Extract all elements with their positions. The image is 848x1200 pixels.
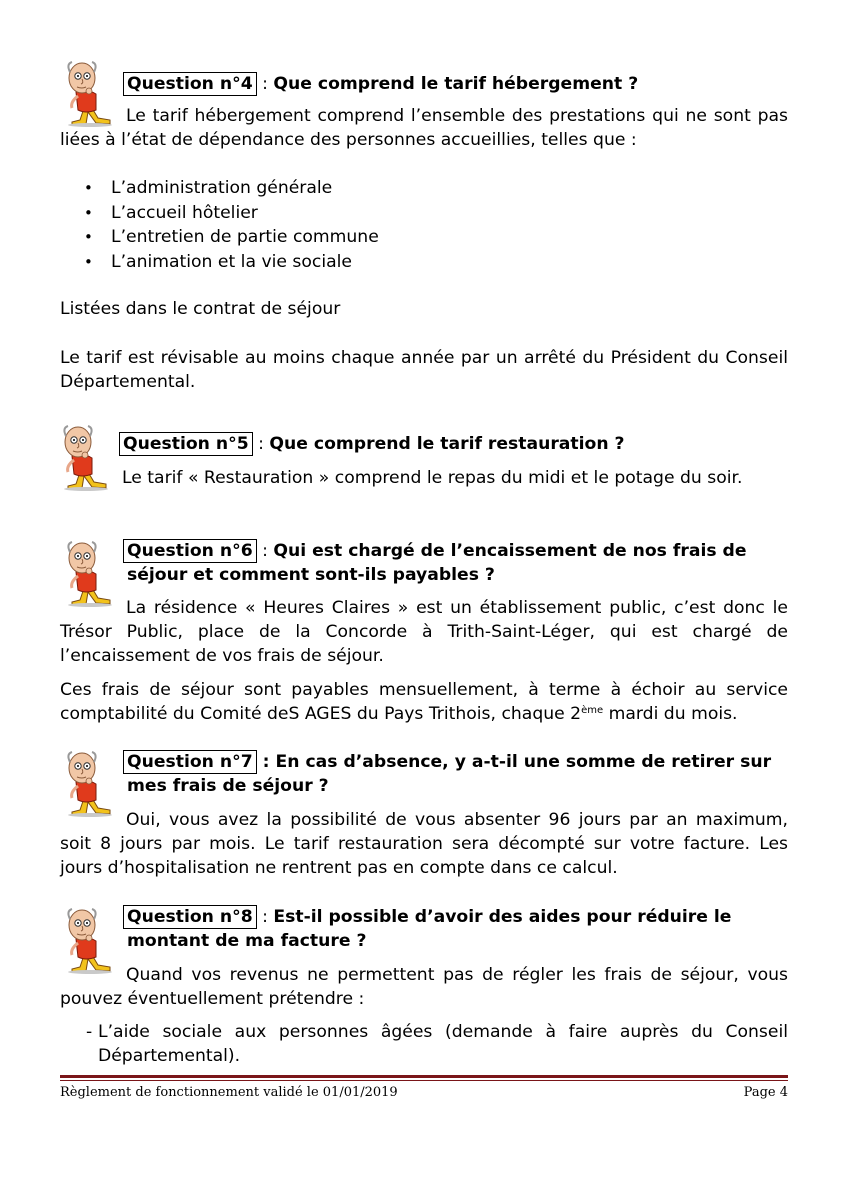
question-4-after-list: Listées dans le contrat de séjour bbox=[60, 299, 341, 319]
question-4-heading: Question n°4 : Que comprend le tarif hébergement ? bbox=[127, 72, 788, 96]
question-8-title: Est-il possible d’avoir des aides pour réduire le montant de ma facture ? bbox=[127, 907, 732, 951]
question-6-body-2: Ces frais de séjour sont payables mensuellement, à terme à échoir au service comptabilité du Comité deS AGES du Pays Trithois, chaque 2ème mardi du mois. bbox=[60, 680, 788, 724]
dash-bullet: - bbox=[86, 1022, 93, 1042]
question-6-title: Qui est chargé de l’encaissement de nos frais de séjour et comment sont-ils payables ? bbox=[127, 541, 747, 585]
footer-rule-thin bbox=[60, 1080, 788, 1081]
list-item: • L’administration générale bbox=[84, 176, 379, 201]
footer-rule bbox=[60, 1075, 788, 1078]
question-4-label: Question n°4 bbox=[123, 72, 257, 96]
question-8-label: Question n°8 bbox=[123, 905, 257, 929]
list-item: • L’accueil hôtelier bbox=[84, 201, 379, 226]
question-7-body: Oui, vous avez la possibilité de vous absenter 96 jours par an maximum, soit 8 jours par mois. Le tarif restauration sera décompté sur votre facture. Les jours d’hospitalisation ne rentrent pas en compte dans ce calcul. bbox=[60, 810, 788, 878]
question-7-title: En cas d’absence, y a-t-il une somme de retirer sur mes frais de séjour ? bbox=[127, 752, 772, 796]
question-8-dash-item: L’aide sociale aux personnes âgées (demande à faire auprès du Conseil Départemental). bbox=[98, 1022, 788, 1066]
footer bbox=[60, 1085, 788, 1100]
question-5-label: Question n°5 bbox=[119, 432, 253, 456]
question-5-title: Que comprend le tarif restauration ? bbox=[269, 434, 625, 454]
question-5-body: Le tarif « Restauration » comprend le repas du midi et le potage du soir. bbox=[122, 468, 743, 488]
question-6-heading: Question n°6 : Qui est chargé de l’encaissement de nos frais de séjour et comment sont-ils payables ? bbox=[127, 539, 788, 587]
footer-text: Règlement de fonctionnement validé le 01/01/2019 bbox=[60, 1085, 398, 1100]
question-8-body: Quand vos revenus ne permettent pas de régler les frais de séjour, vous pouvez éventuellement prétendre : bbox=[60, 965, 788, 1009]
list-item: • L’entretien de partie commune bbox=[84, 225, 379, 250]
question-7-heading: Question n°7 : En cas d’absence, y a-t-il une somme de retirer sur mes frais de séjour ? bbox=[127, 750, 788, 798]
question-4-title: Que comprend le tarif hébergement ? bbox=[273, 74, 639, 94]
question-4-intro: Le tarif hébergement comprend l’ensemble des prestations qui ne sont pas liées à l’état de dépendance des personnes accueillies, telles que : bbox=[60, 106, 788, 150]
question-5-heading: Question n°5 : Que comprend le tarif restauration ? bbox=[123, 432, 784, 456]
question-4-list bbox=[84, 176, 379, 274]
list-item: • L’animation et la vie sociale bbox=[84, 250, 379, 275]
question-7-label: Question n°7 bbox=[123, 750, 257, 774]
thinking-old-man-icon bbox=[54, 422, 110, 492]
page-number: Page 4 bbox=[743, 1085, 788, 1100]
question-6-label: Question n°6 bbox=[123, 539, 257, 563]
question-4-revision: Le tarif est révisable au moins chaque année par un arrêté du Président du Conseil Départemental. bbox=[60, 348, 788, 392]
question-8-heading: Question n°8 : Est-il possible d’avoir des aides pour réduire le montant de ma facture ? bbox=[127, 905, 788, 953]
question-6-body-1: La résidence « Heures Claires » est un établissement public, c’est donc le Trésor Public, place de la Concorde à Trith-Saint-Léger, qui est chargé de l’encaissement de vos frais de séjour. bbox=[60, 598, 788, 666]
